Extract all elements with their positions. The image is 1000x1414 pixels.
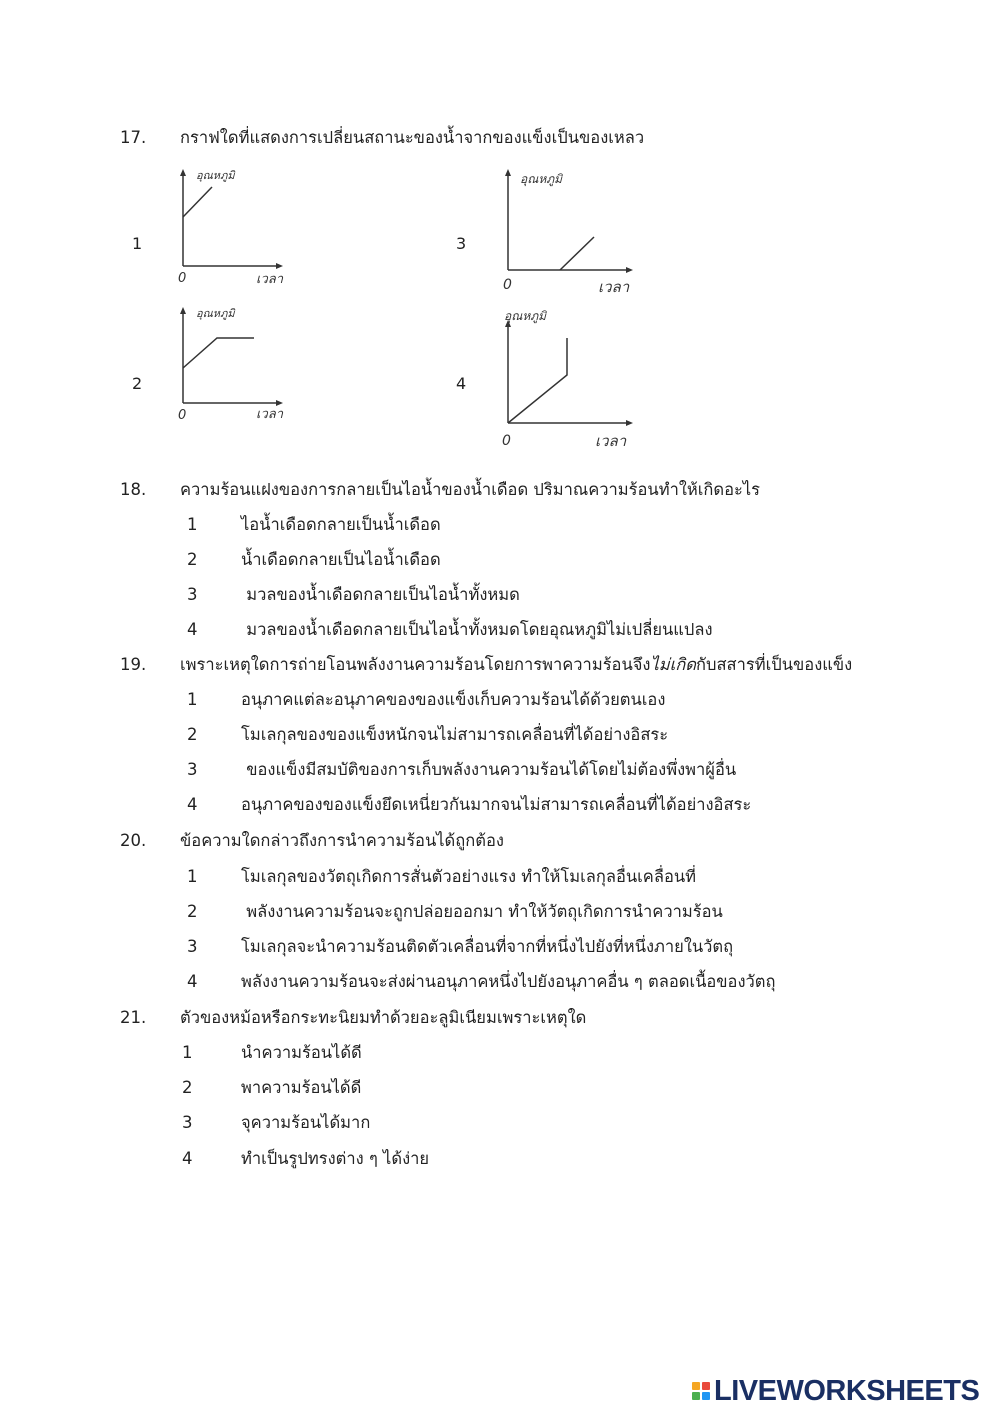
question-18-text: ความร้อนแฝงของการกลายเป็นไอน้ำของน้ำเดือด ปริมาณความร้อนทำให้เกิดอะไร [180,480,761,499]
question-19-option-2[interactable]: โมเลกุลของของแข็งหนักจนไม่สามารถเคลื่อนที่ได้อย่างอิสระ [241,725,669,744]
question-20-option-3[interactable]: โมเลกุลจะนำความร้อนติดตัวเคลื่อนที่จากที่หนึ่งไปยังที่หนึ่งภายในวัตถุ [241,937,734,956]
question-19-option-1-number: 1 [187,690,198,709]
graph-1-y-arrow [180,169,186,176]
graph-4-x-arrow [626,420,633,426]
question-21-option-4[interactable]: ทำเป็นรูปทรงต่าง ๆ ได้ง่าย [241,1149,430,1168]
question-21-option-4-number: 4 [182,1149,193,1168]
liveworksheets-logo-text: LIVEWORKSHEETS [714,1374,980,1407]
question-20-number: 20. [120,831,147,850]
question-19-option-2-number: 2 [187,725,198,744]
question-18-number: 18. [120,480,147,499]
question-17-number: 17. [120,128,147,147]
question-20-option-2-number: 2 [187,902,198,921]
graph-1-xlabel: เวลา [256,272,284,287]
question-18-option-3-number: 3 [187,585,198,604]
question-21-option-2[interactable]: พาความร้อนได้ดี [241,1078,362,1097]
graph-1-line [183,187,212,217]
graph-3-label: 3 [456,234,467,253]
question-20-option-3-number: 3 [187,937,198,956]
graph-3-line [560,237,594,270]
question-20-option-4-number: 4 [187,972,198,991]
logo-square-1 [692,1382,700,1390]
graph-4-line [508,338,567,423]
question-19-option-3-number: 3 [187,760,198,779]
graph-3-xlabel: เวลา [598,278,630,296]
graph-2-label: 2 [132,374,143,393]
graph-4-ylabel: อุณหภูมิ [504,309,547,323]
graph-2-line [183,338,254,368]
question-19-text-after: กับสสารที่เป็นของแข็ง [696,655,853,674]
graph-2 [172,303,292,425]
liveworksheets-logo-icon [692,1382,710,1400]
question-19-text [180,654,852,676]
graph-1 [172,165,292,287]
graph-2-xlabel: เวลา [256,407,284,422]
question-20-option-2[interactable]: พลังงานความร้อนจะถูกปล่อยออกมา ทำให้วัตถุเกิดการนำความร้อน [241,902,723,921]
question-21-option-1[interactable]: นำความร้อนได้ดี [241,1043,362,1062]
question-21-text: ตัวของหม้อหรือกระทะนิยมทำด้วยอะลูมิเนียมเพราะเหตุใด [180,1008,587,1027]
question-21-option-3[interactable]: จุความร้อนได้มาก [241,1113,371,1132]
question-19-text-before: เพราะเหตุใดการถ่ายโอนพลังงานความร้อนโดยการพาความร้อนจึง [180,655,651,674]
question-18-option-1[interactable]: ไอน้ำเดือดกลายเป็นน้ำเดือด [241,515,441,534]
question-18-option-1-number: 1 [187,515,198,534]
graph-1-label: 1 [132,234,143,253]
question-21-option-3-number: 3 [182,1113,193,1132]
graph-4 [498,303,640,451]
graph-1-ylabel: อุณหภูมิ [196,169,235,182]
graph-3-y-arrow [505,169,511,176]
question-17-text: กราฟใดที่แสดงการเปลี่ยนสถานะของน้ำจากของแข็งเป็นของเหลว [180,128,645,147]
liveworksheets-logo[interactable] [692,1376,979,1406]
question-19-option-3[interactable]: ของแข็งมีสมบัติของการเก็บพลังงานความร้อนได้โดยไม่ต้องพึ่งพาผู้อื่น [241,760,737,779]
question-19-option-1[interactable]: อนุภาคแต่ละอนุภาคของของแข็งเก็บความร้อนได้ด้วยตนเอง [241,690,666,709]
graph-2-ylabel: อุณหภูมิ [196,307,235,320]
graph-3-x-arrow [626,267,633,273]
graph-3-ylabel: อุณหภูมิ [520,172,563,186]
graph-4-xlabel: เวลา [595,432,627,450]
question-18-option-4-number: 4 [187,620,198,639]
question-18-option-2[interactable]: น้ำเดือดกลายเป็นไอน้ำเดือด [241,550,441,569]
question-20-option-1[interactable]: โมเลกุลของวัตถุเกิดการสั่นตัวอย่างแรง ทำให้โมเลกุลอื่นเคลื่อนที่ [241,867,697,886]
question-19-option-4-number: 4 [187,795,198,814]
graph-2-y-arrow [180,307,186,314]
question-19-option-4[interactable]: อนุภาคของของแข็งยึดเหนี่ยวกันมากจนไม่สามารถเคลื่อนที่ได้อย่างอิสระ [241,795,752,814]
graph-1-x-arrow [276,263,283,269]
graph-4-label: 4 [456,374,467,393]
logo-square-2 [702,1382,710,1390]
graph-2-x-arrow [276,400,283,406]
graph-4-origin: 0 [502,433,511,449]
question-20-text: ข้อความใดกล่าวถึงการนำความร้อนได้ถูกต้อง [180,831,504,850]
logo-square-4 [702,1392,710,1400]
question-20-option-4[interactable]: พลังงานความร้อนจะส่งผ่านอนุภาคหนึ่งไปยังอนุภาคอื่น ๆ ตลอดเนื้อของวัตถุ [241,972,776,991]
question-19-text-italic: ไม่เกิด [650,655,696,674]
graph-3-origin: 0 [503,277,512,293]
question-19-number: 19. [120,655,147,674]
question-18-option-2-number: 2 [187,550,198,569]
question-21-number: 21. [120,1008,147,1027]
question-21-option-1-number: 1 [182,1043,193,1062]
question-20-option-1-number: 1 [187,867,198,886]
graph-1-origin: 0 [178,271,187,286]
question-21-option-2-number: 2 [182,1078,193,1097]
question-18-option-3[interactable]: มวลของน้ำเดือดกลายเป็นไอน้ำทั้งหมด [241,585,520,604]
graph-3 [498,165,640,297]
question-18-option-4[interactable]: มวลของน้ำเดือดกลายเป็นไอน้ำทั้งหมดโดยอุณหภูมิไม่เปลี่ยนแปลง [241,620,713,639]
logo-square-3 [692,1392,700,1400]
graph-2-origin: 0 [178,408,187,423]
